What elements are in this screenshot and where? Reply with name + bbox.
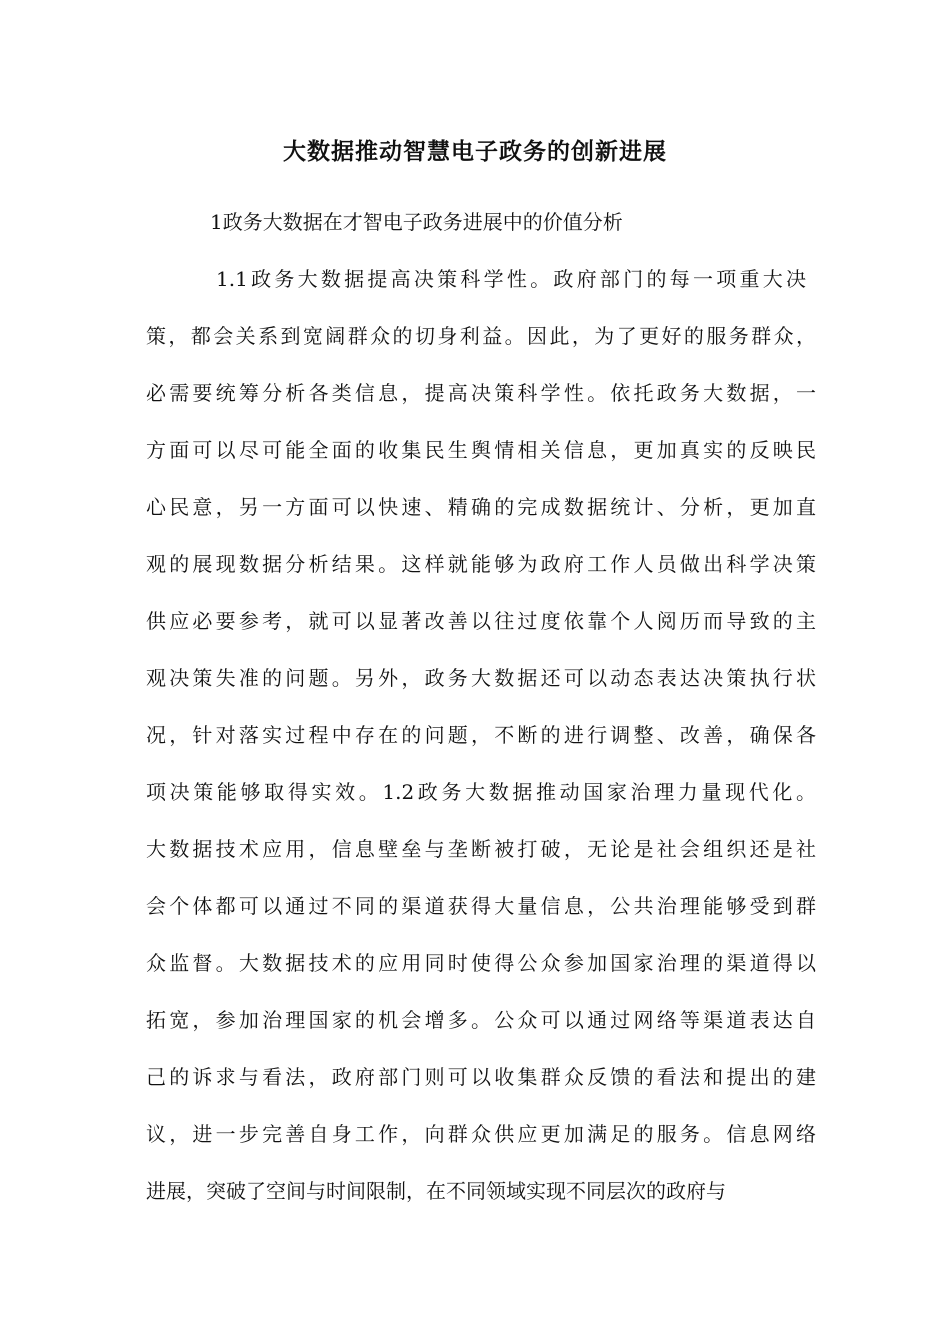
section-heading: 1政务大数据在才智电子政务进展中的价值分析 bbox=[210, 210, 623, 234]
paragraph-line: 况，针对落实过程中存在的问题，不断的进行调整、改善，确保各 bbox=[146, 723, 816, 747]
paragraph-line: 项决策能够取得实效。1.2政务大数据推动国家治理力量现代化。 bbox=[146, 780, 816, 804]
paragraph-line: 供应必要参考，就可以显著改善以往过度依靠个人阅历而导致的主 bbox=[146, 609, 816, 633]
paragraph-line: 观决策失准的问题。另外，政务大数据还可以动态表达决策执行状 bbox=[146, 666, 816, 690]
paragraph-line: 必需要统筹分析各类信息，提高决策科学性。依托政务大数据，一 bbox=[146, 381, 816, 405]
paragraph-line: 1.1政务大数据提高决策科学性。政府部门的每一项重大决 bbox=[216, 267, 806, 291]
paragraph-line: 会个体都可以通过不同的渠道获得大量信息，公共治理能够受到群 bbox=[146, 894, 816, 918]
paragraph-line: 策，都会关系到宽阔群众的切身利益。因此，为了更好的服务群众， bbox=[146, 324, 816, 348]
paragraph-line: 拓宽，参加治理国家的机会增多。公众可以通过网络等渠道表达自 bbox=[146, 1008, 816, 1032]
paragraph-line: 议，进一步完善自身工作，向群众供应更加满足的服务。信息网络 bbox=[146, 1122, 816, 1146]
paragraph-line: 众监督。大数据技术的应用同时使得公众参加国家治理的渠道得以 bbox=[146, 951, 816, 975]
paragraph-line: 观的展现数据分析结果。这样就能够为政府工作人员做出科学决策 bbox=[146, 552, 816, 576]
document-title: 大数据推动智慧电子政务的创新进展 bbox=[283, 139, 667, 165]
paragraph-line: 进展，突破了空间与时间限制，在不同领域实现不同层次的政府与 bbox=[146, 1179, 726, 1203]
paragraph-line: 大数据技术应用，信息壁垒与垄断被打破，无论是社会组织还是社 bbox=[146, 837, 816, 861]
paragraph-line: 心民意，另一方面可以快速、精确的完成数据统计、分析，更加直 bbox=[146, 495, 816, 519]
paragraph-line: 己的诉求与看法，政府部门则可以收集群众反馈的看法和提出的建 bbox=[146, 1065, 816, 1089]
paragraph-line: 方面可以尽可能全面的收集民生舆情相关信息，更加真实的反映民 bbox=[146, 438, 816, 462]
